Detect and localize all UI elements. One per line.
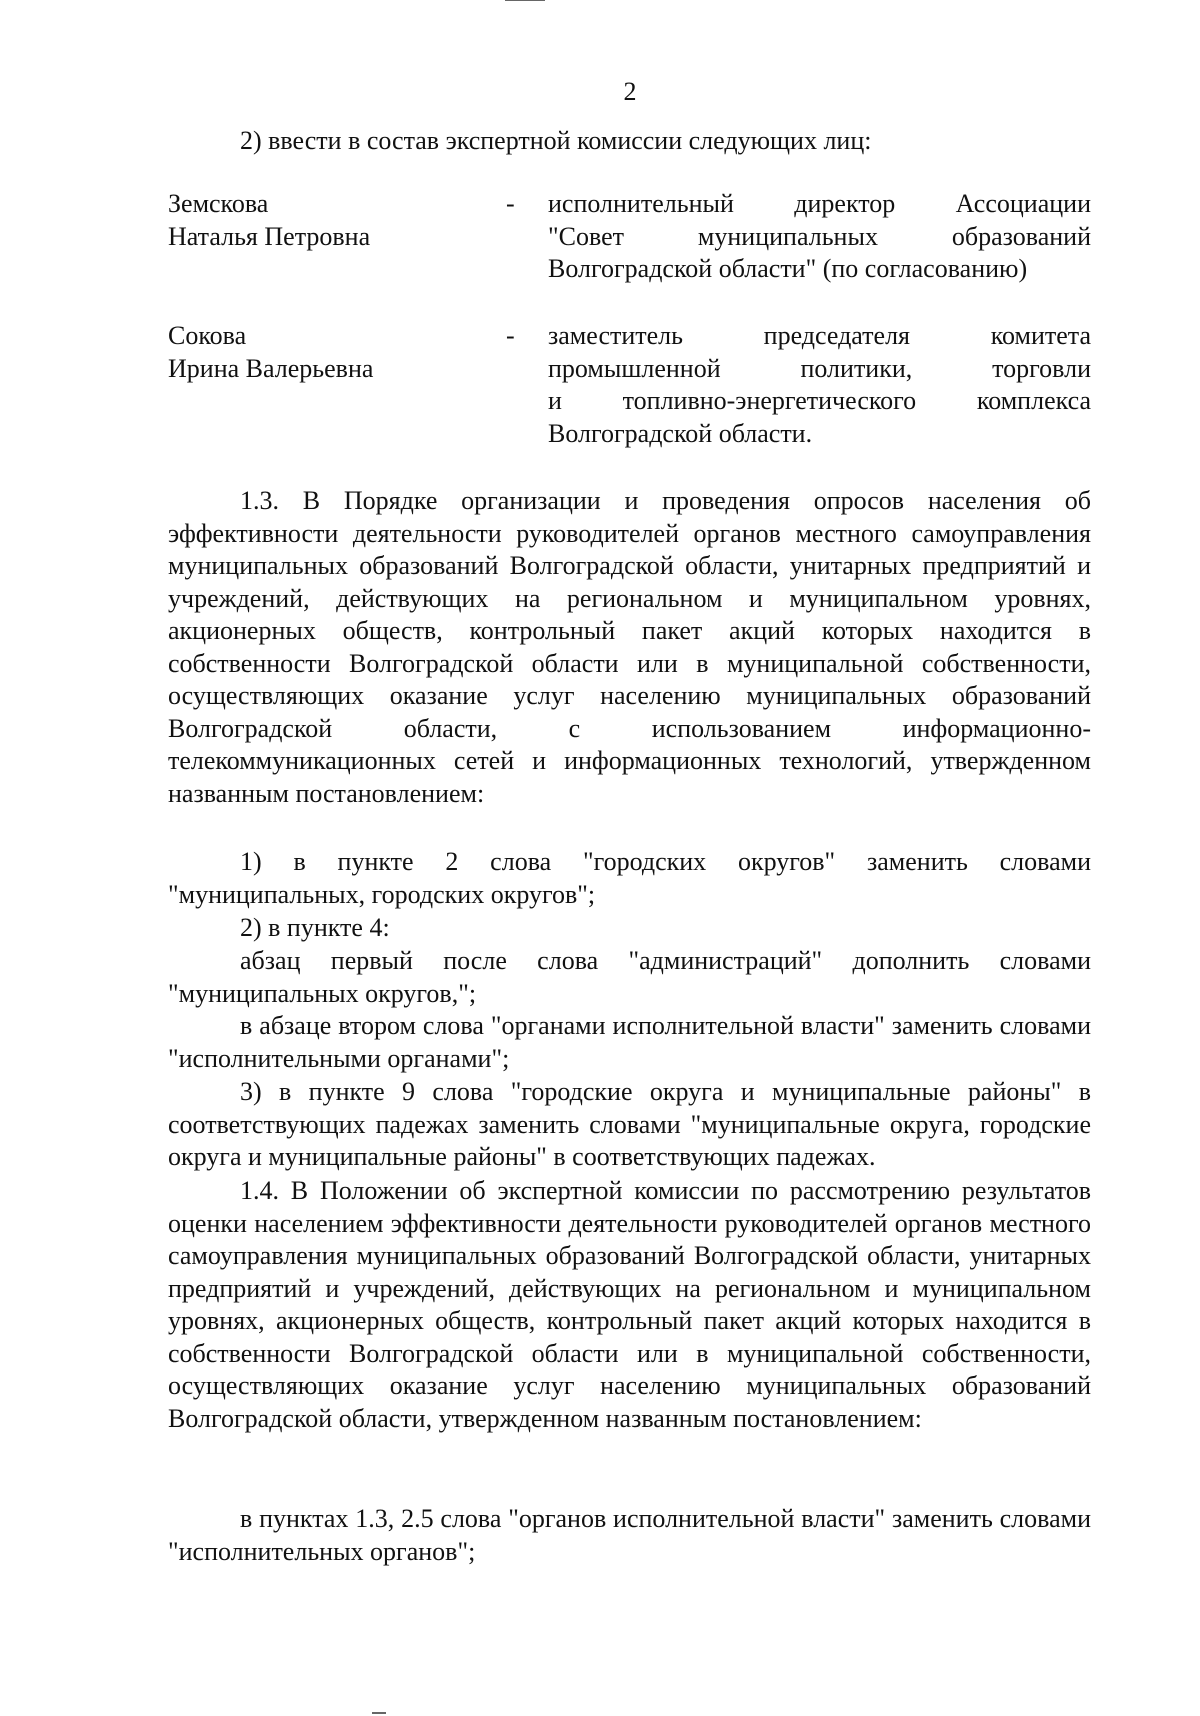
item-3-paragraph: 3) в пункте 9 слова "городские округа и муниципальные районы" в соответствующих падежах заменить словами "муниципальные округа, городские округа и муниципальные районы" в соответствующих падежах. (168, 1077, 1091, 1171)
section-1-3-paragraph: 1.3. В Порядке организации и проведения опросов населения об эффективности деятельности руководителей органов местного самоуправления муниципальных образований Волгоградской области, унитарных предприятий и учреждений, действующих на региональном и муниципальном уровнях, акционерных обществ, контрольный пакет акций которых находится в собственности Волгоградской области или в муниципальной собственности, осуществляющих оказание услуг населению муниципальных образований Волгоградской области, с использованием информационно-телекоммуникационных сетей и информационных технологий, утвержденном названным постановлением: (168, 486, 1091, 808)
scan-artifact-top (505, 0, 545, 1)
abzac-first-paragraph: абзац первый после слова "администраций" дополнить словами "муниципальных округов,"; (168, 946, 1091, 1008)
points-1-3-2-5-paragraph: в пунктах 1.3, 2.5 слова "органов исполнительной власти" заменить словами "исполнительных органов"; (168, 1504, 1091, 1566)
member-role-line: Волгоградской области" (по согласованию) (548, 254, 1028, 283)
member-role-line: и топливно-энергетического комплекса (548, 386, 1091, 415)
member-given-name: Наталья Петровна (168, 221, 371, 251)
member-role-line: Волгоградской области. (548, 418, 813, 448)
scan-artifact-bottom (372, 1712, 386, 1714)
member-surname: Земскова (168, 189, 269, 218)
member-role-line: заместитель председателя комитета (548, 321, 1091, 350)
dash-separator: - (506, 321, 515, 350)
dash-separator: - (506, 189, 515, 218)
abzac-second-paragraph: в абзаце втором слова "органами исполнительной власти" заменить словами "исполнительными органами"; (168, 1011, 1091, 1073)
section-1-4-paragraph: 1.4. В Положении об экспертной комиссии по рассмотрению результатов оценки населением эффективности деятельности руководителей органов местного самоуправления муниципальных образований Волгоградской области, унитарных предприятий и учреждений, действующих на региональном и муниципальном уровнях, акционерных обществ, контрольный пакет акций которых находится в собственности Волгоградской области или в муниципальной собственности, осуществляющих оказание услуг населению муниципальных образований Волгоградской области, утвержденном названным постановлением: (168, 1176, 1091, 1433)
member-role (548, 188, 1091, 286)
member-role-line: промышленной политики, торговли (548, 353, 1091, 383)
member-surname: Сокова (168, 321, 247, 350)
member-name (168, 188, 468, 253)
intro-paragraph: 2) ввести в состав экспертной комиссии следующих лиц: (240, 126, 872, 155)
member-given-name: Ирина Валерьевна (168, 353, 374, 383)
member-name (168, 320, 468, 385)
page-number: 2 (623, 77, 637, 106)
item-2-heading: 2) в пункте 4: (240, 913, 390, 942)
item-1-paragraph: 1) в пункте 2 слова "городских округов" заменить словами "муниципальных, городских округов"; (168, 847, 1091, 909)
member-role-line: "Совет муниципальных образований (548, 221, 1091, 251)
member-role (548, 320, 1091, 450)
member-role-line: исполнительный директор Ассоциации (548, 189, 1091, 218)
